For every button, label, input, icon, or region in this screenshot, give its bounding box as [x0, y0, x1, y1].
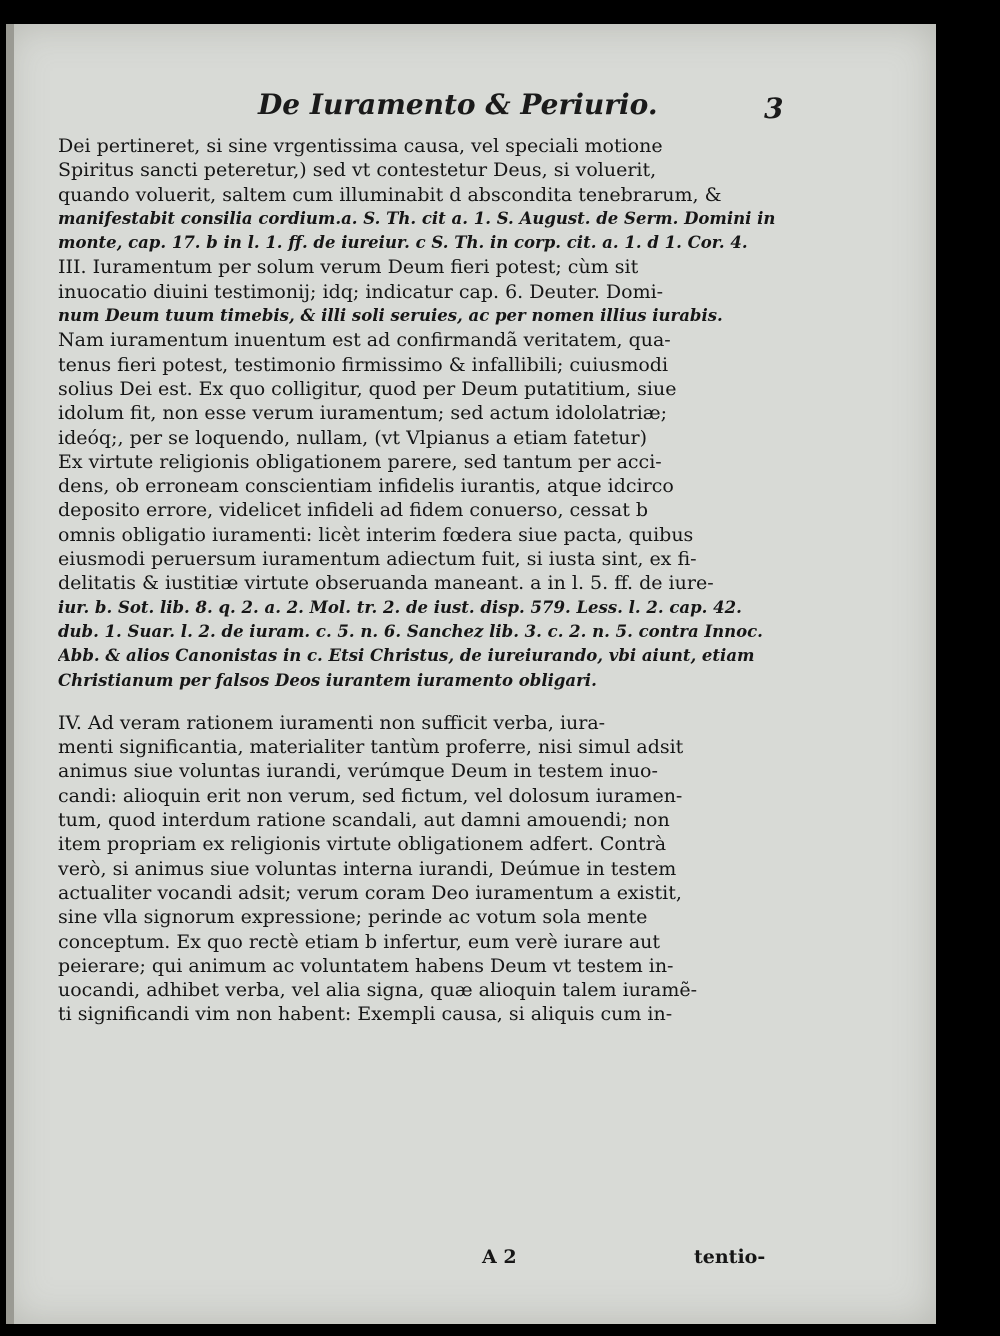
- text-line: conceptum. Ex quo rectè etiam b infertur, eum verè iurare aut: [58, 930, 661, 953]
- text-line: Nam iuramentum inuentum est ad confirmandã veritatem, qua-: [58, 329, 671, 352]
- text-line: peierare; qui animum ac voluntatem habens Deum vt testem in-: [58, 954, 674, 977]
- text-line: solius Dei est. Ex quo colligitur, quod per Deum putatitium, siue: [58, 377, 677, 400]
- text-line: deposito errore, videlicet infideli ad fidem conuerso, cessat b: [58, 499, 649, 522]
- text-line: eiusmodi peruersum iuramentum adiectum fuit, si iusta sint, ex fi-: [58, 548, 697, 571]
- text-line: animus siue voluntas iurandi, verúmque Deum in testem inuo-: [58, 760, 658, 783]
- body-text: [58, 134, 800, 1027]
- text-line: verò, si animus siue voluntas interna iurandi, Deúmue in testem: [58, 857, 677, 880]
- text-line: menti significantia, materialiter tantùm proferre, nisi simul adsit: [58, 736, 684, 759]
- book-page: [6, 24, 936, 1324]
- signature-mark: A 2: [482, 1246, 517, 1268]
- page-spine-edge: [6, 24, 14, 1324]
- catchword: tentio-: [694, 1246, 766, 1268]
- text-line: dens, ob erroneam conscientiam infidelis iurantis, atque idcirco: [58, 475, 674, 498]
- text-line: sine vlla signorum expressione; perinde ac votum sola mente: [58, 906, 648, 929]
- note-line: dub. 1. Suar. l. 2. de iuram. c. 5. n. 6. Sanchez lib. 3. c. 2. n. 5. contra Innoc.: [58, 621, 763, 641]
- note-line: Abb. & alios Canonistas in c. Etsi Christus, de iureiurando, vbi aiunt, etiam: [58, 646, 755, 666]
- running-header: [6, 88, 936, 128]
- text-line: idolum fit, non esse verum iuramentum; sed actum idololatriæ;: [58, 402, 668, 425]
- text-line: inuocatio diuini testimonij; idq; indicatur cap. 6. Deuter. Domi-: [58, 280, 664, 303]
- note-line: manifestabit consilia cordium.a. S. Th. cit a. 1. S. August. de Serm. Domini in: [58, 208, 776, 228]
- text-line: tum, quod interdum ratione scandali, aut damni amouendi; non: [58, 809, 670, 832]
- text-line: Ex virtute religionis obligationem parere, sed tantum per acci-: [58, 450, 662, 473]
- note-line: Christianum per falsos Deos iurantem iuramento obligari.: [58, 670, 597, 690]
- running-title: De Iuramento & Periurio.: [258, 88, 658, 121]
- text-line: ideóq;, per se loquendo, nullam, (vt Vlpianus a etiam fatetur): [58, 426, 648, 449]
- note-line: monte, cap. 17. b in l. 1. ff. de iureiur. c S. Th. in corp. cit. a. 1. d 1. Cor. 4.: [58, 233, 748, 253]
- text-line: IV. Ad veram rationem iuramenti non sufficit verba, iura-: [58, 711, 606, 734]
- text-line: delitatis & iustitiæ virtute obseruanda maneant. a in l. 5. ff. de iure-: [58, 572, 714, 595]
- text-line: ti significandi vim non habent: Exempli causa, si aliquis cum in-: [58, 1003, 673, 1026]
- text-line: omnis obligatio iuramenti: licèt interim fœdera siue pacta, quibus: [58, 523, 694, 546]
- text-line: quando voluerit, saltem cum illuminabit d abscondita tenebrarum, &: [58, 183, 722, 206]
- text-line: item propriam ex religionis virtute obligationem adfert. Contrà: [58, 833, 667, 856]
- text-line: tenus fieri potest, testimonio firmissimo & infallibili; cuiusmodi: [58, 353, 669, 376]
- text-line: uocandi, adhibet verba, vel alia signa, quæ alioquin talem iuramẽ-: [58, 979, 698, 1002]
- text-line: III. Iuramentum per solum verum Deum fieri potest; cùm sit: [58, 256, 639, 279]
- page-number: 3: [764, 92, 784, 125]
- note-line: iur. b. Sot. lib. 8. q. 2. a. 2. Mol. tr. 2. de iust. disp. 579. Less. l. 2. cap. 42.: [58, 597, 742, 617]
- text-line: actualiter vocandi adsit; verum coram Deo iuramentum a existit,: [58, 881, 682, 904]
- text-line: Dei pertineret, si sine vrgentissima causa, vel speciali motione: [58, 135, 663, 157]
- note-line: num Deum tuum timebis, & illi soli seruies, ac per nomen illius iurabis.: [58, 306, 723, 326]
- text-line: candi: alioquin erit non verum, sed fictum, vel dolosum iuramen-: [58, 784, 683, 807]
- paragraph-gap: [58, 693, 800, 711]
- text-line: Spiritus sancti peteretur,) sed vt contestetur Deus, si voluerit,: [58, 159, 657, 182]
